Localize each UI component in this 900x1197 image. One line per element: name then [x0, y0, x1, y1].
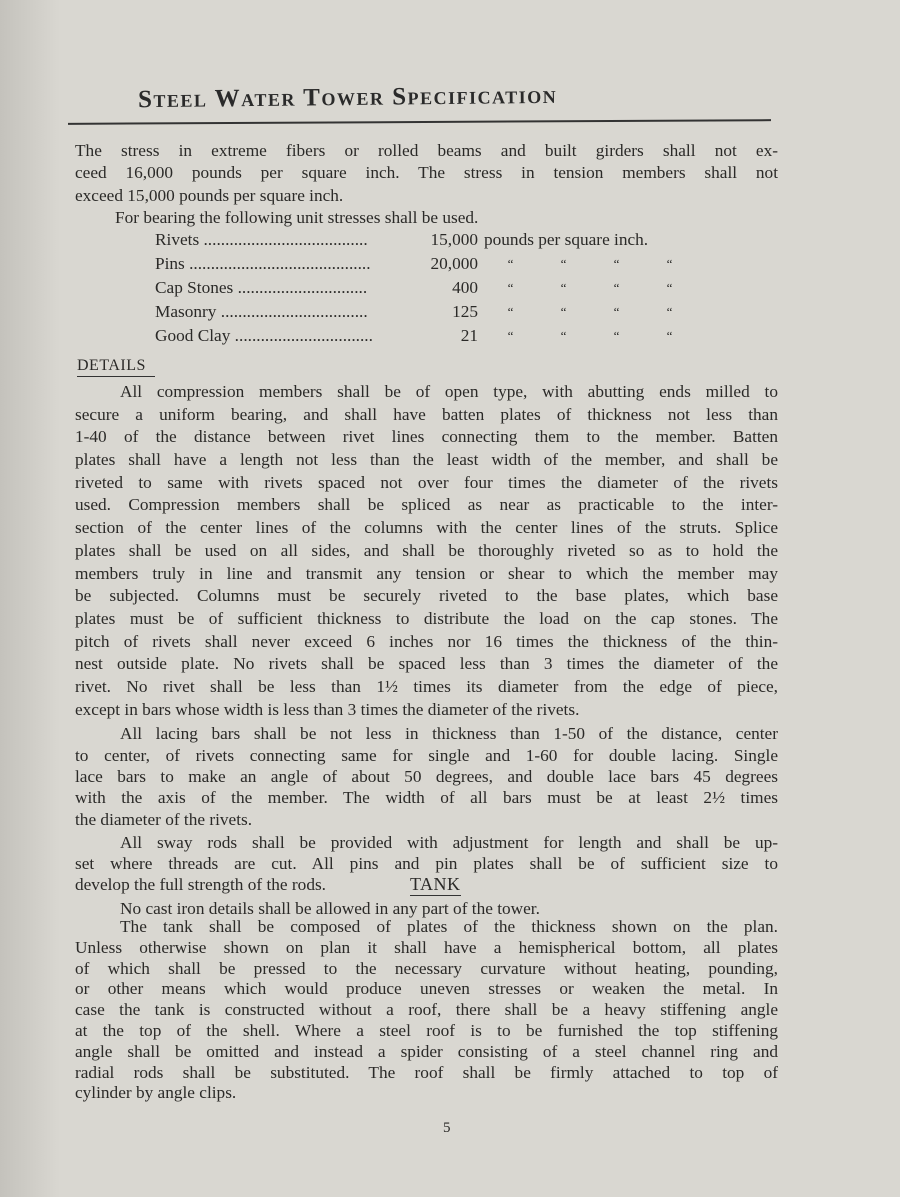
- ditto-mark: “: [613, 328, 620, 343]
- text-line: develop the full strength of the rods.: [75, 875, 327, 895]
- text-line: nest outside plate. No rivets shall be spaced less than 3 times the diameter of the: [75, 654, 778, 674]
- ditto-mark: “: [560, 280, 567, 295]
- text-line: The stress in extreme fibers or rolled beams and built girders shall not ex-: [75, 141, 778, 160]
- ditto-mark: “: [613, 280, 620, 295]
- ditto-mark: “: [507, 280, 514, 295]
- text-line: plates shall be used on all sides, and shall be thoroughly riveted so as to hold the: [75, 540, 778, 560]
- details-heading: DETAILS: [77, 357, 155, 377]
- ditto-mark: “: [507, 328, 514, 343]
- stress-value: 20,000: [430, 254, 478, 273]
- details-section: [75, 381, 778, 919]
- stress-row: [155, 228, 696, 252]
- stress-row: [155, 252, 696, 276]
- text-line: No cast iron details shall be allowed in any part of the tower.: [120, 898, 540, 918]
- ditto-mark: “: [666, 256, 673, 271]
- text-line: with the axis of the member. The width of all bars must be at least 2½ times: [75, 788, 778, 808]
- text-line: plates must be of sufficient thickness to distribute the load on the cap stones. The: [75, 608, 778, 628]
- stress-unit: pounds per square inch.: [484, 230, 649, 249]
- unit-stress-table: [155, 228, 696, 348]
- text-line: All compression members shall be of open type, with abutting ends milled to: [120, 382, 778, 401]
- text-line: angle shall be omitted and instead a spider consisting of a steel channel ring and: [75, 1041, 778, 1061]
- text-line: be subjected. Columns must be securely riveted to the base plates, which base: [75, 586, 778, 606]
- text-line: members truly in line and transmit any tension or shear to which the member may: [75, 563, 778, 583]
- stress-unit: [478, 252, 696, 276]
- intro-paragraph: [75, 140, 778, 230]
- text-line: cylinder by angle clips.: [75, 1083, 237, 1103]
- ditto-mark: “: [613, 256, 620, 271]
- text-line: lace bars to make an angle of about 50 degrees, and double lace bars 45 degrees: [75, 766, 778, 786]
- text-line: ceed 16,000 pounds per square inch. The stress in tension members shall not: [75, 163, 778, 183]
- page-number: 5: [443, 1120, 451, 1136]
- stress-value: 400: [452, 278, 478, 297]
- stress-label: Pins ..........................................: [155, 254, 371, 273]
- ditto-mark: “: [560, 256, 567, 271]
- text-line: The tank shall be composed of plates of the thickness shown on the plan.: [120, 917, 778, 936]
- text-line: plates shall have a length not less than the least width of the member, and shall be: [75, 450, 778, 470]
- text-line: exceed 15,000 pounds per square inch.: [75, 185, 344, 205]
- stress-row: [155, 324, 696, 348]
- text-line: to center, of rivets connecting same for single and 1-60 for double lacing. Single: [75, 745, 778, 765]
- stress-unit: [478, 324, 696, 348]
- text-line: radial rods shall be substituted. The roof shall be firmly attached to top of: [75, 1062, 778, 1082]
- text-line: rivet. No rivet shall be less than 1½ times its diameter from the edge of piece,: [75, 676, 778, 696]
- ditto-mark: “: [507, 304, 514, 319]
- text-line: at the top of the shell. Where a steel roof is to be furnished the top stiffening: [75, 1020, 778, 1040]
- text-line: riveted to same with rivets spaced not over four times the diameter of the rivets: [75, 472, 778, 492]
- details-paragraph: [75, 381, 778, 721]
- text-line: set where threads are cut. All pins and pin plates shall be of sufficient size to: [75, 854, 778, 874]
- stress-label: Rivets ......................................: [155, 230, 368, 249]
- ditto-mark: “: [666, 280, 673, 295]
- stress-label: Good Clay ................................: [155, 326, 373, 345]
- text-line: All lacing bars shall be not less in thickness than 1-50 of the distance, center: [120, 724, 778, 744]
- text-line: secure a uniform bearing, and shall have batten plates of thickness not less than: [75, 404, 778, 424]
- tank-heading: TANK: [410, 874, 461, 894]
- text-line: pitch of rivets shall never exceed 6 inches nor 16 times the thickness of the thin-: [75, 631, 778, 651]
- title-rule: [68, 119, 771, 125]
- ditto-mark: “: [560, 328, 567, 343]
- page-gutter-shadow: [0, 0, 60, 1197]
- details-paragraph: [75, 898, 778, 919]
- text-line: 1-40 of the distance between rivet lines connecting them to the member. Batten: [75, 427, 778, 447]
- stress-row: [155, 300, 696, 324]
- text-line: All sway rods shall be provided with adjustment for length and shall be up-: [120, 832, 778, 852]
- stress-label: Cap Stones ..............................: [155, 278, 368, 297]
- text-line: except in bars whose width is less than 3 times the diameter of the rivets.: [75, 699, 580, 719]
- ditto-mark: “: [666, 328, 673, 343]
- ditto-mark: “: [666, 304, 673, 319]
- text-line: case the tank is constructed without a roof, there shall be a heavy stiffening angle: [75, 1000, 778, 1020]
- stress-unit: [478, 276, 696, 300]
- page-title: Steel Water Tower Specification: [137, 81, 558, 114]
- stress-value: 15,000: [430, 230, 478, 249]
- text-line: the diameter of the rivets.: [75, 809, 253, 829]
- stress-unit: [478, 300, 696, 324]
- text-line: of which shall be pressed to the necessary curvature without heating, pounding,: [75, 958, 778, 978]
- bearing-intro: For bearing the following unit stresses shall be used.: [115, 208, 479, 228]
- details-paragraph: [75, 723, 778, 829]
- ditto-mark: “: [560, 304, 567, 319]
- stress-value: 125: [452, 302, 478, 321]
- text-line: used. Compression members shall be spliced as near as practicable to the inter-: [75, 495, 778, 515]
- ditto-mark: “: [507, 256, 514, 271]
- text-line: Unless otherwise shown on plan it shall have a hemispherical bottom, all plates: [75, 937, 778, 957]
- ditto-mark: “: [613, 304, 620, 319]
- stress-value: 21: [460, 326, 478, 345]
- tank-paragraph: [75, 917, 778, 1104]
- text-line: or other means which would produce uneven stresses or weaken the metal. In: [75, 979, 778, 999]
- stress-row: [155, 276, 696, 300]
- stress-label: Masonry ..................................: [155, 302, 368, 321]
- text-line: section of the center lines of the columns with the center lines of the struts. Splice: [75, 518, 778, 538]
